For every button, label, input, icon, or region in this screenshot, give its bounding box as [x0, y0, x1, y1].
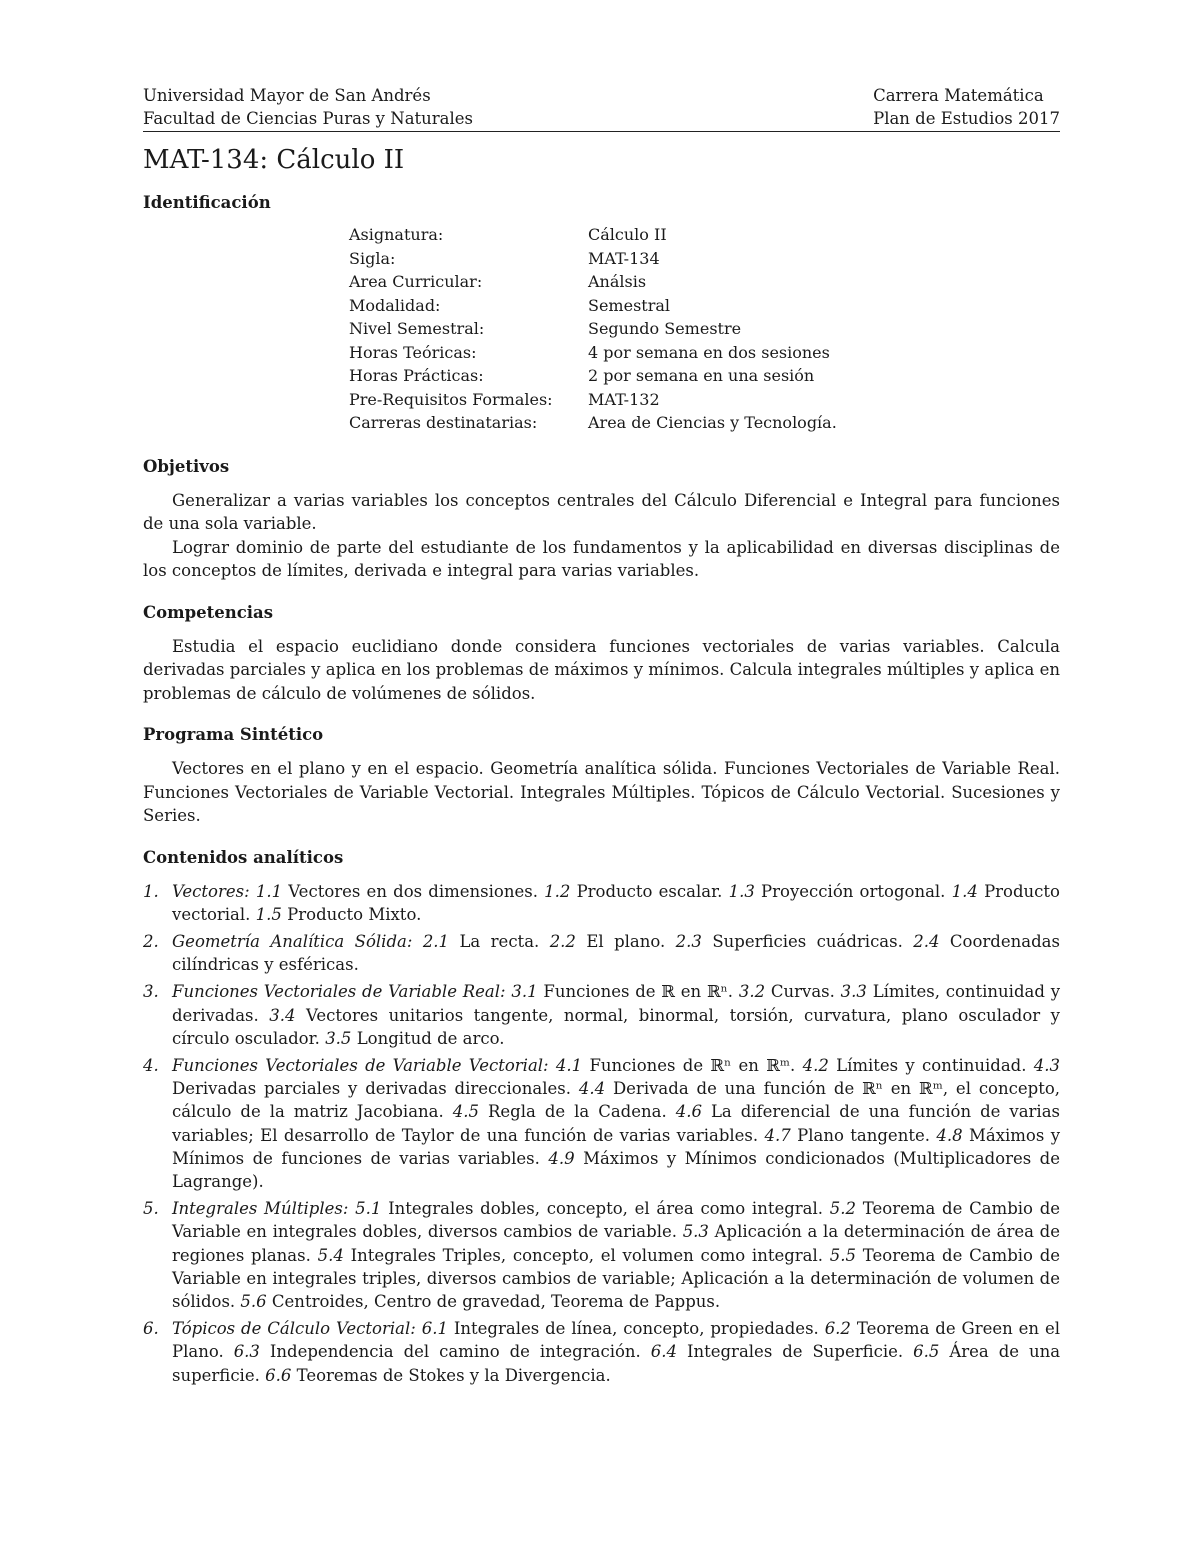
subtopic-text: Máximos y Mínimos condicionados (Multiplicadores de Lagrange).	[172, 1148, 1060, 1191]
contents-item-number: 1.	[143, 881, 159, 901]
subtopic-text: Máximos y Mínimos de funciones de varias variables.	[172, 1125, 1061, 1168]
identification-key: Carreras destinatarias:	[349, 413, 538, 432]
identification-row	[349, 388, 1060, 412]
contents-item	[143, 880, 1060, 926]
subtopic-text: La diferencial de una función de varias variables; El desarrollo de Taylor de una función de varias variables.	[172, 1102, 1061, 1145]
identification-key: Sigla:	[349, 248, 396, 268]
identification-key: Nivel Semestral:	[349, 319, 485, 338]
subtopic-number: 1.1	[255, 881, 283, 901]
objectives-section	[143, 455, 1060, 583]
identification-row	[349, 270, 1060, 294]
contents-item-topic: Funciones Vectoriales de Variable Vectorial:	[172, 1055, 549, 1075]
faculty-name: Facultad de Ciencias Puras y Naturales	[143, 109, 474, 128]
subtopic-text: Vectores en dos dimensiones.	[288, 881, 538, 901]
subtopic-text: Proyección ortogonal.	[761, 881, 946, 901]
page-header	[143, 84, 1060, 130]
subtopic-text: Aplicación a la determinación de área de regiones planas.	[172, 1222, 1060, 1265]
identification-row	[349, 341, 1060, 365]
subtopic-number: 4.1	[555, 1055, 583, 1075]
subtopic-number: 4.3	[1033, 1055, 1061, 1075]
subtopic-text: Teoremas de Stokes y la Divergencia.	[296, 1365, 611, 1385]
subtopic-text: Teorema de Green en el Plano.	[172, 1319, 1060, 1362]
contents-item-number: 2.	[143, 931, 159, 951]
contents-item-number: 4.	[143, 1055, 159, 1075]
subtopic-number: 4.2	[802, 1055, 829, 1075]
contents-item-number: 3.	[143, 982, 159, 1002]
subtopic-text: Superficies cuádricas.	[712, 931, 903, 951]
subtopic-number: 6.2	[824, 1319, 851, 1339]
subtopic-number: 3.1	[511, 982, 538, 1002]
contents-item-topic: Geometría Analítica Sólida:	[172, 931, 413, 951]
subtopic-text: El plano.	[586, 931, 666, 951]
subtopic-number: 2.1	[422, 931, 450, 951]
subtopic-number: 4.8	[936, 1125, 963, 1145]
subtopic-text: Funciones de ℝⁿ en ℝᵐ.	[589, 1055, 796, 1075]
contents-item	[143, 1054, 1060, 1193]
subtopic-text: Funciones de ℝ en ℝⁿ.	[543, 982, 734, 1002]
subtopic-number: 6.4	[650, 1342, 677, 1362]
competencies-body	[143, 635, 1060, 706]
contents-item-topic: Vectores:	[172, 881, 250, 901]
subtopic-number: 4.9	[548, 1148, 575, 1168]
subtopic-number: 3.3	[840, 982, 867, 1002]
identification-row	[349, 223, 1060, 247]
subtopic-number: 3.5	[325, 1028, 352, 1048]
subtopic-text: Límites y continuidad.	[836, 1055, 1027, 1075]
identification-row	[349, 317, 1060, 341]
subtopic-text: Integrales de línea, concepto, propiedades.	[453, 1319, 819, 1339]
contents-item	[143, 1197, 1060, 1313]
subtopic-text: Derivadas parciales y derivadas direccionales.	[172, 1079, 571, 1099]
subtopic-number: 3.2	[738, 982, 766, 1002]
identification-value: Area de Ciencias y Tecnología.	[588, 413, 837, 432]
subtopic-text: Centroides, Centro de gravedad, Teorema de Pappus.	[271, 1291, 721, 1311]
subtopic-number: 5.3	[682, 1222, 709, 1242]
contents-item-topic: Integrales Múltiples:	[172, 1199, 349, 1219]
plan-name: Plan de Estudios 2017	[873, 109, 1060, 128]
identification-row	[349, 411, 1060, 435]
subtopic-text: Integrales dobles, concepto, el área como integral.	[388, 1199, 824, 1219]
subtopic-text: Área de una superficie.	[172, 1342, 1061, 1385]
contents-item	[143, 980, 1060, 1050]
subtopic-text: Coordenadas cilíndricas y esféricas.	[172, 931, 1060, 975]
identification-key: Modalidad:	[349, 295, 441, 315]
contents-item	[143, 930, 1060, 976]
synthetic-program-heading: Programa Sintético	[143, 725, 324, 744]
objectives-heading: Objetivos	[143, 456, 230, 476]
identification-value: 4 por semana en dos sesiones	[588, 342, 830, 362]
subtopic-number: 6.3	[233, 1342, 260, 1362]
subtopic-number: 2.3	[675, 931, 702, 951]
synthetic-program-section	[143, 723, 1060, 828]
subtopic-number: 1.5	[255, 904, 282, 924]
subtopic-number: 1.2	[544, 881, 571, 901]
competencies-heading: Competencias	[143, 602, 274, 622]
contents-item	[143, 1317, 1060, 1387]
subtopic-number: 5.2	[829, 1199, 857, 1219]
identification-value: Semestral	[588, 295, 671, 315]
contents-item-number: 5.	[143, 1199, 159, 1219]
synthetic-program-paragraph: Vectores en el plano y en el espacio. Geometría analítica sólida. Funciones Vectoriales de Variable Real. Funciones Vectoriales de Variable Vectorial. Integrales Múltiples. Tópicos de Cálculo Vectorial. Sucesiones y Series.	[143, 759, 1060, 825]
identification-table	[349, 223, 1060, 435]
identification-value: Análsis	[588, 272, 647, 291]
subtopic-number: 1.4	[951, 881, 978, 901]
identification-value: MAT-132	[588, 389, 660, 409]
subtopic-text: La recta.	[459, 931, 540, 951]
identification-key: Asignatura:	[349, 225, 444, 244]
contents-section	[143, 846, 1060, 1387]
subtopic-text: Regla de la Cadena.	[487, 1102, 667, 1122]
subtopic-text: Integrales Triples, concepto, el volumen como integral.	[350, 1245, 824, 1265]
identification-value: Cálculo II	[588, 225, 667, 244]
identification-heading: Identificación	[143, 193, 271, 212]
objective-paragraph: Generalizar a varias variables los conceptos centrales del Cálculo Diferencial e Integral para funciones de una sola variable.	[143, 490, 1060, 533]
subtopic-number: 3.4	[269, 1005, 296, 1025]
subtopic-number: 4.4	[578, 1079, 606, 1099]
identification-section	[143, 191, 1060, 435]
subtopic-number: 4.7	[764, 1125, 791, 1145]
identification-value: MAT-134	[588, 248, 660, 268]
subtopic-text: Derivada de una función de ℝⁿ en ℝᵐ, el concepto, cálculo de la matriz Jacobiana.	[172, 1079, 1060, 1122]
subtopic-number: 2.2	[549, 931, 576, 951]
competencies-section	[143, 601, 1060, 706]
identification-row	[349, 364, 1060, 388]
subtopic-text: Curvas.	[770, 982, 835, 1002]
identification-row	[349, 294, 1060, 318]
document-page	[143, 84, 1060, 1391]
subtopic-number: 1.3	[728, 881, 755, 901]
page-title: MAT-134: Cálculo II	[143, 145, 405, 175]
subtopic-number: 5.6	[240, 1291, 267, 1311]
identification-value: Segundo Semestre	[588, 319, 742, 338]
objectives-body	[143, 489, 1060, 583]
subtopic-number: 5.5	[829, 1245, 857, 1265]
university-name: Universidad Mayor de San Andrés	[143, 86, 431, 105]
subtopic-text: Producto vectorial.	[172, 881, 1060, 924]
objective-paragraph: Lograr dominio de parte del estudiante de los fundamentos y la aplicabilidad en diversas disciplinas de los conceptos de límites, derivada e integral para varias variables.	[143, 537, 1060, 580]
subtopic-number: 5.4	[317, 1245, 344, 1265]
subtopic-text: Longitud de arco.	[356, 1028, 505, 1048]
identification-key: Area Curricular:	[349, 272, 483, 291]
subtopic-text: Producto escalar.	[576, 881, 723, 901]
subtopic-number: 6.1	[421, 1319, 448, 1339]
subtopic-text: Producto Mixto.	[287, 904, 422, 924]
synthetic-program-body	[143, 757, 1060, 828]
header-divider	[143, 131, 1060, 132]
subtopic-number: 6.5	[913, 1342, 940, 1362]
contents-item-topic: Tópicos de Cálculo Vectorial:	[172, 1319, 416, 1339]
identification-key: Pre-Requisitos Formales:	[349, 389, 553, 409]
competencies-paragraph: Estudia el espacio euclidiano donde considera funciones vectoriales de varias variables. Calcula derivadas parciales y aplica en los problemas de máximos y mínimos. Calcula integrales múltiples y aplica en problemas de cálculo de volúmenes de sólidos.	[143, 636, 1060, 703]
header-left	[143, 84, 473, 130]
subtopic-text: Integrales de Superficie.	[686, 1342, 904, 1362]
contents-list	[143, 880, 1060, 1387]
identification-row	[349, 247, 1060, 271]
subtopic-number: 4.5	[452, 1102, 479, 1122]
identification-key: Horas Prácticas:	[349, 366, 484, 385]
subtopic-number: 2.4	[913, 931, 940, 951]
subtopic-text: Independencia del camino de integración.	[269, 1342, 641, 1362]
identification-key: Horas Teóricas:	[349, 342, 477, 362]
subtopic-text: Teorema de Cambio de Variable en integrales triples, diversos cambios de variable; Aplicación a la determinación de volumen de sólidos.	[172, 1245, 1061, 1311]
subtopic-text: Teorema de Cambio de Variable en integrales dobles, diversos cambios de variable.	[172, 1199, 1061, 1242]
subtopic-number: 6.6	[265, 1365, 292, 1385]
contents-item-topic: Funciones Vectoriales de Variable Real:	[172, 982, 506, 1002]
subtopic-number: 5.1	[355, 1199, 382, 1219]
subtopic-text: Límites, continuidad y derivadas.	[172, 982, 1061, 1025]
contents-item-number: 6.	[143, 1319, 159, 1339]
subtopic-text: Vectores unitarios tangente, normal, binormal, torsión, curvatura, plano osculador y círculo osculador.	[172, 1005, 1061, 1048]
career-name: Carrera Matemática	[873, 86, 1044, 105]
subtopic-number: 4.6	[675, 1102, 702, 1122]
identification-value: 2 por semana en una sesión	[588, 366, 815, 385]
subtopic-text: Plano tangente.	[797, 1125, 930, 1145]
contents-heading: Contenidos analíticos	[143, 847, 344, 867]
header-right	[873, 84, 1060, 130]
